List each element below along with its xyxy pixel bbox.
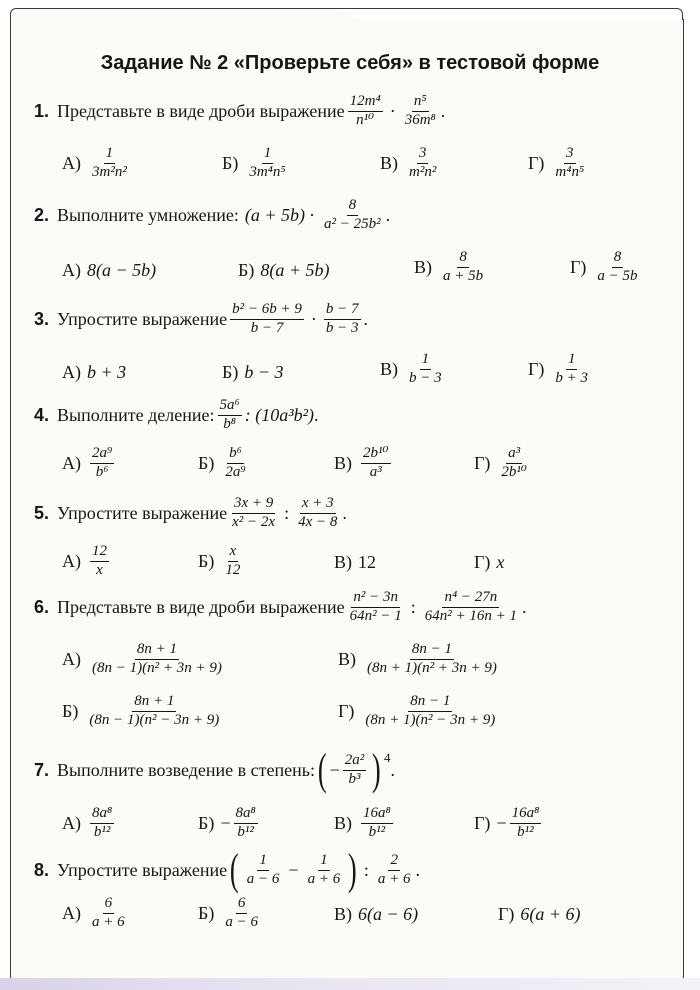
answer-option[interactable]: А) b + 3 (62, 362, 127, 382)
operator: : (410, 596, 416, 617)
operator: : (284, 502, 290, 523)
answer-option[interactable]: Г) − $\frac{\text{16a⁸}}{\text{b¹²}}$ (474, 805, 540, 840)
fraction: $\frac{1}{a - 6}$ (246, 851, 280, 887)
question-number: 7. (34, 759, 50, 780)
answer-option[interactable]: Б) b − 3 (222, 362, 284, 382)
period: . (440, 100, 446, 121)
question-3 (34, 302, 368, 337)
answer-option[interactable]: Б) $\frac{1}{\text{3m⁴n⁵}}$ (222, 145, 286, 180)
answer-option[interactable]: Б) − $\frac{\text{8a⁸}}{\text{b¹²}}$ (198, 805, 256, 840)
answer-option[interactable]: А) $\frac{1}{\text{3m²n²}}$ (62, 145, 127, 180)
page-title: Задание № 2 «Проверьте себя» в тестовой форме (100, 52, 600, 74)
page-bottom-strip (0, 978, 700, 990)
question-2 (34, 198, 390, 233)
folder-tab (340, 8, 683, 20)
question-text: Упростите выражение (57, 859, 228, 880)
answer-option[interactable]: Г) $\frac{8}{a - 5b}$ (570, 249, 638, 284)
fraction: $\frac{\text{2a²}}{\text{b³}}$ (344, 751, 365, 787)
answer-option[interactable]: В) $\frac{\text{16a⁸}}{\text{b¹²}}$ (334, 805, 391, 840)
question-5 (34, 496, 347, 531)
question-text: Упростите выражение (57, 502, 228, 523)
answer-option[interactable]: А) $\frac{\text{2a⁹}}{\text{b⁶}}$ (62, 445, 113, 480)
period: . (385, 204, 391, 225)
left-paren: ( (230, 845, 239, 894)
answer-option[interactable]: В) $\frac{8}{a + 5b}$ (414, 249, 484, 284)
fraction: $\frac{1}{a + 6}$ (307, 851, 341, 887)
operator: · (309, 204, 316, 225)
question-number: 6. (34, 596, 50, 617)
operator: : (363, 859, 369, 880)
answer-option[interactable]: В) 12 (334, 552, 376, 572)
left-paren: ( (317, 745, 327, 794)
fraction: $\frac{8}{\text{a² − 25b²}}$ (324, 197, 381, 232)
period: . (522, 596, 527, 617)
fraction: $\frac{b - 7}{b - 3}$ (325, 301, 359, 336)
period: . (342, 502, 347, 523)
period: . (314, 404, 319, 425)
period: . (415, 859, 420, 880)
answer-option[interactable]: А) $\frac{\text{8a⁸}}{\text{b¹²}}$ (62, 805, 113, 840)
question-text: Выполните умножение: (57, 204, 239, 225)
answer-option[interactable]: Г) $\frac{\text{a³}}{\text{2b¹⁰}}$ (474, 445, 527, 480)
answer-option[interactable]: Г) $\frac{1}{b + 3}$ (528, 351, 589, 386)
fraction: $\frac{\text{n⁵}}{\text{36m⁸}}$ (404, 93, 436, 128)
period: . (390, 759, 395, 780)
answer-option[interactable]: Г) 6(a + 6) (498, 904, 581, 924)
question-number: 5. (34, 502, 50, 523)
period: . (363, 308, 369, 329)
question-8 (34, 845, 420, 894)
answer-option[interactable]: В) $\frac{3}{\text{m²n²}}$ (380, 145, 437, 180)
question-number: 4. (34, 404, 50, 425)
exponent: 4 (383, 750, 391, 765)
answer-option[interactable]: Г) x (474, 552, 505, 572)
answer-option[interactable]: Б) $\frac{x}{12}$ (198, 543, 241, 578)
minus-sign: − (329, 759, 340, 780)
answer-option[interactable]: В) 6(a − 6) (334, 904, 419, 924)
question-number: 8. (34, 859, 50, 880)
answer-option[interactable]: В) $\frac{\text{2b¹⁰}}{\text{a³}}$ (334, 445, 389, 480)
question-6 (34, 590, 527, 625)
question-text: Выполните деление: (57, 404, 215, 425)
operator: · (310, 308, 317, 329)
answer-option[interactable]: А) $\frac{8n + 1}{\text{(8n − 1)(n² + 3n + 9)}}$ (62, 641, 222, 676)
divisor: : (10a³b²) (244, 404, 314, 425)
answer-option[interactable]: Б) 8(a + 5b) (238, 260, 330, 280)
question-number: 2. (34, 204, 50, 225)
fraction: $\frac{\text{12m⁴}}{\text{n¹⁰}}$ (349, 93, 381, 128)
question-number: 1. (34, 100, 50, 121)
right-paren: ) (372, 745, 382, 794)
answer-option[interactable]: Б) $\frac{8n + 1}{\text{(8n − 1)(n² − 3n + 9)}}$ (62, 693, 220, 728)
fraction: $\frac{2}{a + 6}$ (377, 851, 411, 887)
question-4 (34, 398, 319, 433)
question-1 (34, 94, 445, 129)
fraction: $\frac{3x + 9}{\text{x² − 2x}}$ (232, 495, 276, 530)
question-7 (34, 745, 395, 794)
answer-option[interactable]: В) $\frac{1}{b - 3}$ (380, 351, 442, 386)
answer-option[interactable]: А) 8(a − 5b) (62, 260, 157, 280)
operator: − (288, 859, 299, 880)
answer-option[interactable]: Б) $\frac{6}{a - 6}$ (198, 895, 258, 930)
fraction: $\frac{\text{n² − 3n}}{\text{64n² − 1}}$ (349, 589, 402, 624)
answer-option[interactable]: В) $\frac{8n - 1}{\text{(8n + 1)(n² + 3n + 9)}}$ (338, 641, 497, 676)
answer-option[interactable]: Б) $\frac{\text{b⁶}}{\text{2a⁹}}$ (198, 445, 246, 480)
right-paren: ) (348, 845, 357, 894)
question-text: Представьте в виде дроби выражение (57, 596, 345, 617)
answer-option[interactable]: Г) $\frac{3}{\text{m⁴n⁵}}$ (528, 145, 585, 180)
question-number: 3. (34, 308, 50, 329)
fraction: $\frac{\text{5a⁶}}{\text{b⁸}}$ (219, 397, 240, 432)
question-text: Упростите выражение (57, 308, 228, 329)
factor: (a + 5b) (244, 204, 306, 225)
answer-option[interactable]: А) $\frac{12}{x}$ (62, 543, 107, 578)
operator: · (389, 100, 396, 121)
fraction: $\frac{\text{n⁴ − 27n}}{\text{64n² + 16n + 1}}$ (424, 589, 518, 624)
answer-option[interactable]: Г) $\frac{8n - 1}{\text{(8n + 1)(n² − 3n + 9)}}$ (338, 693, 496, 728)
fraction: $\frac{\text{b² − 6b + 9}}{b - 7}$ (232, 301, 302, 336)
fraction: $\frac{x + 3}{4x - 8}$ (298, 495, 338, 530)
question-text: Представьте в виде дроби выражение (57, 100, 345, 121)
answer-option[interactable]: А) $\frac{6}{a + 6}$ (62, 895, 125, 930)
question-text: Выполните возведение в степень: (57, 759, 315, 780)
